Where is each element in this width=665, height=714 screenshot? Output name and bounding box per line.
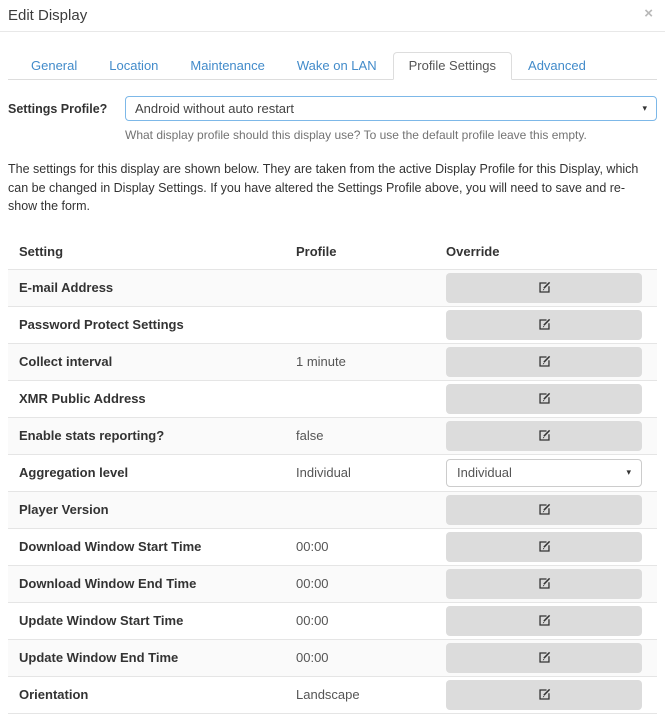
setting-name: Player Version xyxy=(8,491,285,528)
edit-icon xyxy=(538,429,551,442)
setting-name: Aggregation level xyxy=(8,454,285,491)
table-row-xmr-public-address xyxy=(8,380,657,417)
settings-profile-select[interactable] xyxy=(125,96,657,121)
profile-value xyxy=(285,269,435,306)
override-edit-button-orientation[interactable] xyxy=(446,680,642,710)
override-cell xyxy=(435,639,657,676)
override-cell xyxy=(435,602,657,639)
table-row-player-version xyxy=(8,491,657,528)
edit-icon xyxy=(538,392,551,405)
override-edit-button-enable-stats-reporting[interactable] xyxy=(446,421,642,451)
table-row-collect-interval xyxy=(8,343,657,380)
profile-value: 00:00 xyxy=(285,602,435,639)
tab-wake-on-lan[interactable]: Wake on LAN xyxy=(296,58,377,73)
settings-profile-help: What display profile should this display use? To use the default profile leave this empty. xyxy=(125,128,587,142)
setting-name: Password Protect Settings xyxy=(8,306,285,343)
table-row-update-window-start-time xyxy=(8,602,657,639)
profile-value: 00:00 xyxy=(285,565,435,602)
tab-bar xyxy=(8,52,657,80)
profile-value: Landscape xyxy=(285,676,435,713)
profile-value: 1 minute xyxy=(285,343,435,380)
override-cell xyxy=(435,565,657,602)
table-row-enable-stats-reporting xyxy=(8,417,657,454)
caret-down-icon: ▾ xyxy=(626,467,631,477)
setting-name: Enable stats reporting? xyxy=(8,417,285,454)
tab-maintenance[interactable]: Maintenance xyxy=(190,58,265,73)
edit-icon xyxy=(538,540,551,553)
profile-value xyxy=(285,380,435,417)
caret-down-icon: ▾ xyxy=(642,103,647,113)
override-select-value: Individual xyxy=(457,465,512,480)
override-edit-button-collect-interval[interactable] xyxy=(446,347,642,377)
profile-value: 00:00 xyxy=(285,639,435,676)
override-edit-button-password-protect-settings[interactable] xyxy=(446,310,642,340)
table-row-download-window-end-time xyxy=(8,565,657,602)
override-edit-button-update-window-start-time[interactable] xyxy=(446,606,642,636)
override-edit-button-download-window-end-time[interactable] xyxy=(446,569,642,599)
setting-name: Download Window Start Time xyxy=(8,528,285,565)
tab-location[interactable]: Location xyxy=(109,58,159,73)
table-row-orientation xyxy=(8,676,657,713)
close-icon[interactable]: × xyxy=(644,5,653,22)
settings-profile-row xyxy=(8,96,657,121)
profile-value xyxy=(285,491,435,528)
edit-icon xyxy=(538,503,551,516)
edit-icon xyxy=(538,577,551,590)
edit-icon xyxy=(538,614,551,627)
column-header-override: Override xyxy=(446,243,500,259)
profile-value: 00:00 xyxy=(285,528,435,565)
override-cell xyxy=(435,491,657,528)
override-cell xyxy=(435,269,657,306)
settings-table xyxy=(8,232,657,714)
page-title: Edit Display xyxy=(8,7,88,24)
override-cell xyxy=(435,343,657,380)
edit-icon xyxy=(538,355,551,368)
tab-advanced[interactable]: Advanced xyxy=(528,58,586,73)
table-row-password-protect-settings xyxy=(8,306,657,343)
override-cell xyxy=(435,454,657,491)
edit-icon xyxy=(538,651,551,664)
override-edit-button-e-mail-address[interactable] xyxy=(446,273,642,303)
profile-value xyxy=(285,306,435,343)
edit-icon xyxy=(538,318,551,331)
edit-icon xyxy=(538,688,551,701)
profile-value: false xyxy=(285,417,435,454)
table-row-download-window-start-time xyxy=(8,528,657,565)
setting-name: Update Window End Time xyxy=(8,639,285,676)
table-row-aggregation-level xyxy=(8,454,657,491)
settings-profile-select-value: Android without auto restart xyxy=(135,101,294,116)
table-row-update-window-end-time xyxy=(8,639,657,676)
profile-description: The settings for this display are shown below. They are taken from the active Display Profile for this Display, which can be changed in Display Settings. If you have altered the Settings Profile above, you will need to save and re-show the form. xyxy=(8,162,639,213)
tab-profile-settings[interactable]: Profile Settings xyxy=(393,52,512,80)
tab-general[interactable]: General xyxy=(31,58,78,73)
override-cell xyxy=(435,306,657,343)
modal-body xyxy=(0,52,665,714)
override-cell xyxy=(435,380,657,417)
override-select-aggregation-level[interactable] xyxy=(446,459,642,487)
setting-name: Download Window End Time xyxy=(8,565,285,602)
override-cell xyxy=(435,417,657,454)
settings-profile-label: Settings Profile? xyxy=(8,101,108,116)
override-edit-button-update-window-end-time[interactable] xyxy=(446,643,642,673)
override-edit-button-xmr-public-address[interactable] xyxy=(446,384,642,414)
settings-table-body xyxy=(8,269,657,713)
column-header-profile: Profile xyxy=(296,243,337,259)
edit-icon xyxy=(538,281,551,294)
setting-name: Collect interval xyxy=(8,343,285,380)
column-header-setting: Setting xyxy=(19,243,64,259)
override-edit-button-player-version[interactable] xyxy=(446,495,642,525)
setting-name: E-mail Address xyxy=(8,269,285,306)
setting-name: Orientation xyxy=(8,676,285,713)
profile-value: Individual xyxy=(285,454,435,491)
setting-name: XMR Public Address xyxy=(8,380,285,417)
override-edit-button-download-window-start-time[interactable] xyxy=(446,532,642,562)
table-row-e-mail-address xyxy=(8,269,657,306)
override-cell xyxy=(435,676,657,713)
table-header-row xyxy=(8,232,657,270)
setting-name: Update Window Start Time xyxy=(8,602,285,639)
override-cell xyxy=(435,528,657,565)
modal-header xyxy=(0,0,665,32)
